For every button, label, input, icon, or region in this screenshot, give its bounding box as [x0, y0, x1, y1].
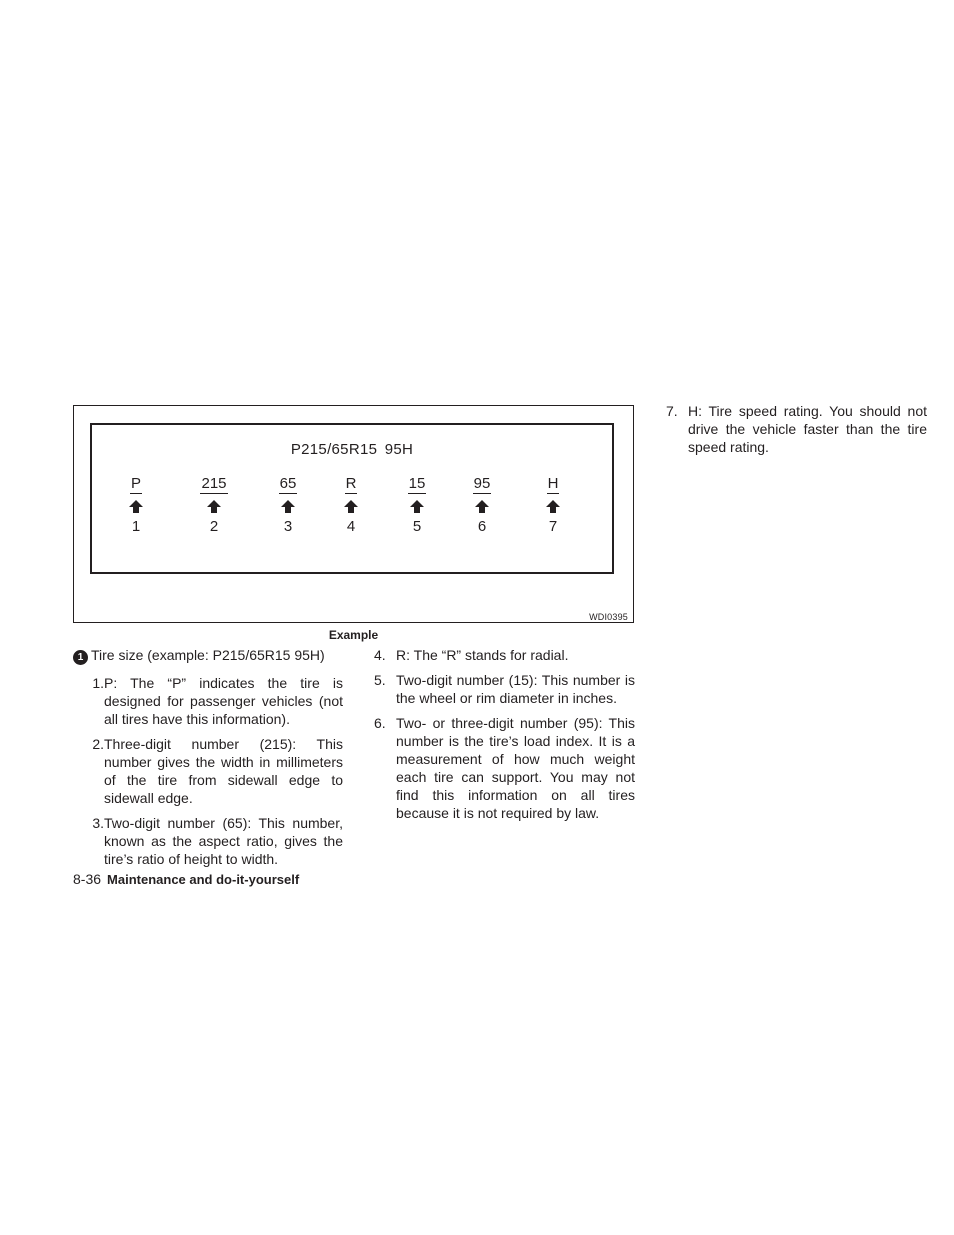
segment-15	[395, 475, 439, 535]
item-text: P: The “P” indicates the tire is designed for passenger vehicles (not all tires have this information).	[104, 675, 343, 727]
list-item	[374, 714, 635, 822]
item-text: H: Tire speed rating. You should not drive the vehicle faster than the tire speed rating.	[688, 403, 927, 455]
item-number: 3.	[92, 815, 104, 831]
segment-65	[266, 475, 310, 535]
list-item	[666, 402, 927, 456]
item-number: 1.	[92, 675, 104, 691]
column-right	[666, 402, 927, 463]
column-middle	[374, 646, 635, 829]
segment-label: H	[547, 475, 559, 492]
arrow-up-icon	[546, 500, 560, 513]
tire-size-figure	[73, 405, 634, 623]
segment-label: 15	[408, 475, 426, 492]
segment-number: 6	[477, 518, 487, 535]
segment-number: 3	[283, 518, 293, 535]
arrow-up-icon	[410, 500, 424, 513]
segment-number: 4	[346, 518, 356, 535]
figure-id: WDI0395	[589, 612, 628, 622]
segment-number: 5	[412, 518, 422, 535]
item-number: 5.	[374, 672, 386, 688]
list-item	[73, 814, 343, 868]
segment-label: 95	[473, 475, 491, 492]
tire-size-intro	[73, 646, 343, 665]
segment-label: 215	[201, 475, 227, 492]
item-number: 7.	[666, 403, 678, 419]
segment-215	[192, 475, 236, 535]
section-title: Maintenance and do-it-yourself	[107, 872, 300, 887]
segment-r	[329, 475, 373, 535]
list-item	[73, 735, 343, 807]
segment-95	[460, 475, 504, 535]
item-text: Two- or three-digit number (95): This number is the tire’s load index. It is a measurement of how much weight each tire can support. You may not find this information on all tires because it is not required by law.	[396, 715, 635, 821]
list-item	[73, 674, 343, 728]
page-number: 8-36	[73, 871, 102, 887]
segment-h	[531, 475, 575, 535]
item-number: 2.	[92, 736, 104, 752]
column-left	[73, 646, 343, 875]
segment-label: P	[130, 475, 141, 492]
item-text: Two-digit number (65): This number, known as the aspect ratio, gives the tire’s ratio of height to width.	[104, 815, 343, 867]
segment-p	[114, 475, 158, 535]
intro-text: Tire size (example: P215/65R15 95H)	[91, 647, 325, 663]
segment-number: 1	[131, 518, 141, 535]
list-item	[374, 671, 635, 707]
list-item	[374, 646, 635, 664]
arrow-up-icon	[129, 500, 143, 513]
arrow-up-icon	[281, 500, 295, 513]
segment-number: 2	[209, 518, 219, 535]
segment-label: 65	[279, 475, 297, 492]
page-footer	[73, 870, 299, 889]
segment-label: R	[345, 475, 357, 492]
callout-marker: 1	[73, 650, 88, 665]
item-text: R: The “R” stands for radial.	[396, 647, 569, 663]
item-text: Three-digit number (215): This number gives the width in millimeters of the tire from sidewall edge to sidewall edge.	[104, 736, 343, 806]
arrow-up-icon	[344, 500, 358, 513]
item-number: 6.	[374, 715, 386, 731]
arrow-up-icon	[475, 500, 489, 513]
item-text: Two-digit number (15): This number is the wheel or rim diameter in inches.	[396, 672, 635, 706]
arrow-up-icon	[207, 500, 221, 513]
figure-caption: Example	[328, 628, 379, 642]
tire-code-text: P215/65R15 95H	[290, 441, 414, 458]
segment-number: 7	[548, 518, 558, 535]
item-number: 4.	[374, 647, 386, 663]
tire-code-diagram	[90, 423, 614, 574]
